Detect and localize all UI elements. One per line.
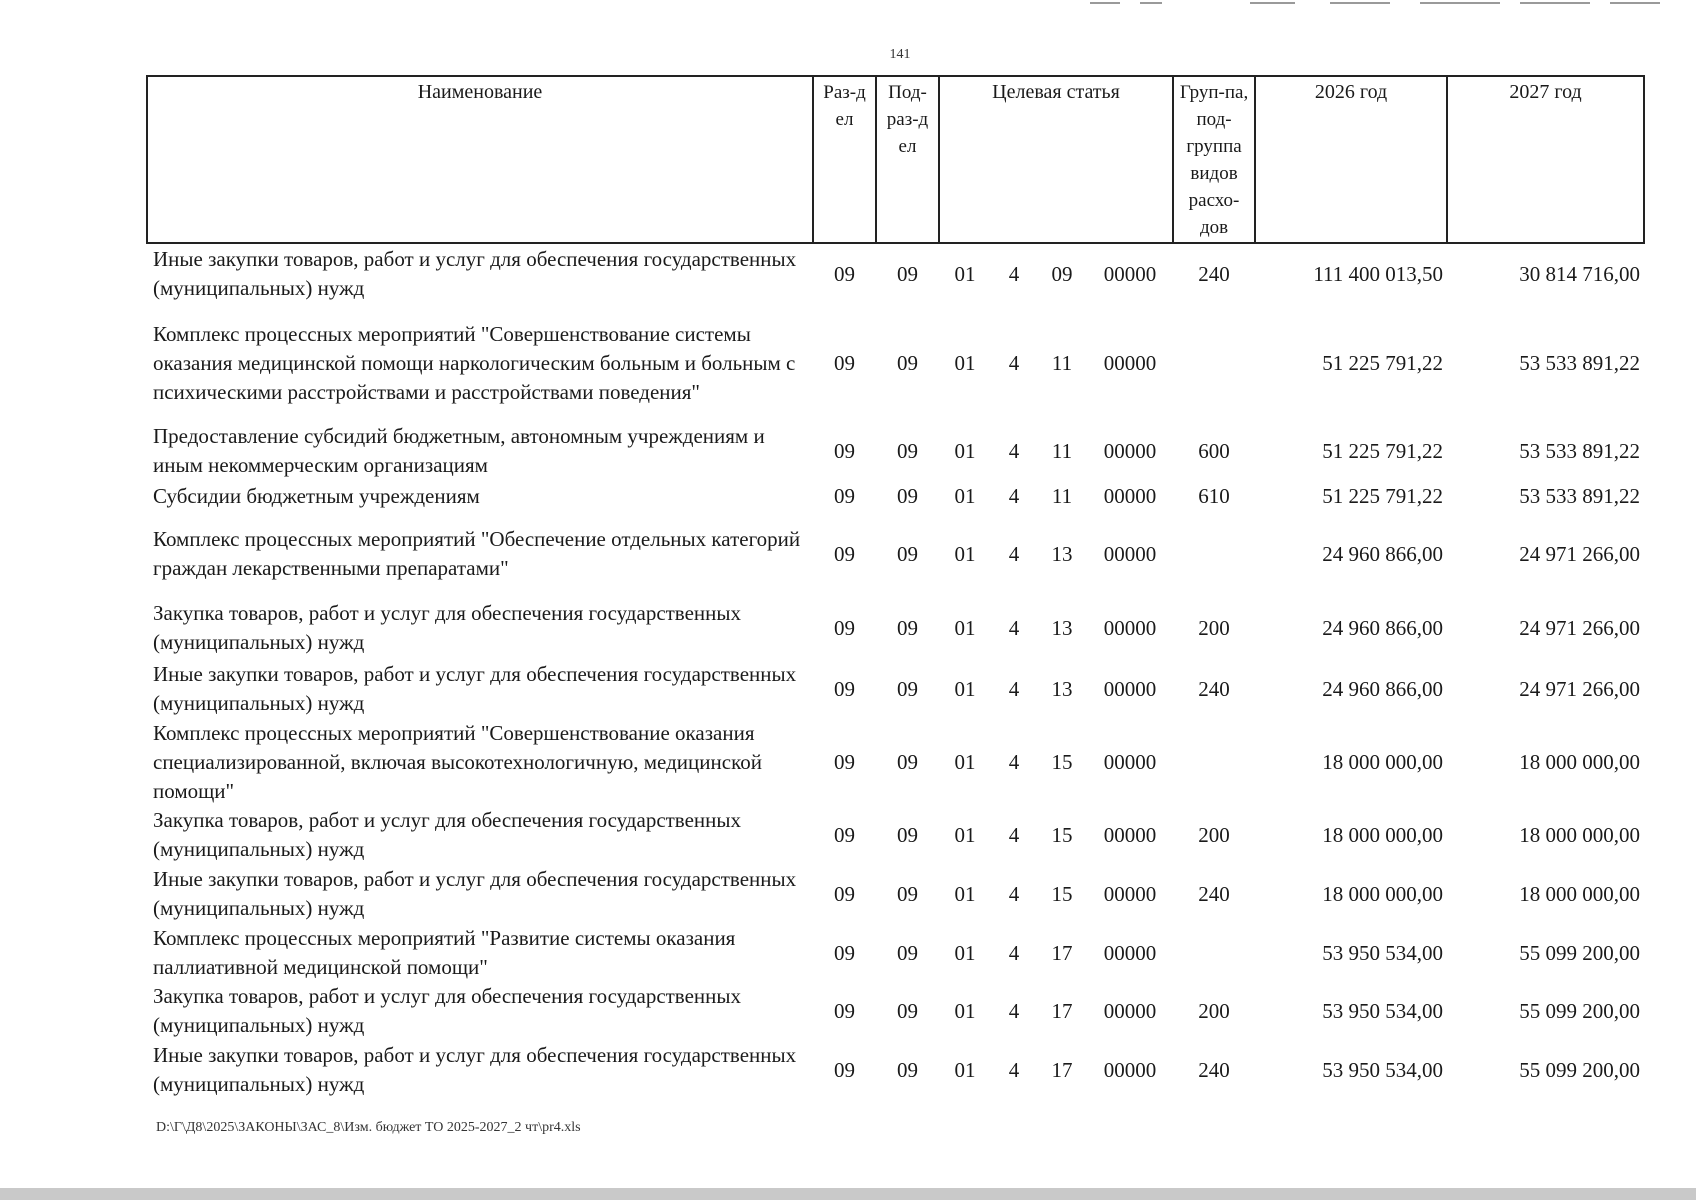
row-target-direction: 00000 <box>1103 822 1157 847</box>
row-target-type: 4 <box>1008 1057 1020 1082</box>
row-amount-2026: 111 400 013,50 <box>1313 261 1444 286</box>
row-target-program: 01 <box>954 541 976 566</box>
row-section: 09 <box>834 1057 855 1082</box>
row-target-type: 4 <box>1008 822 1020 847</box>
row-name: Комплекс процессных мероприятий "Совершенствование системы оказания медицинской помощи наркологическим больным и больным с психическими расстройствами и расстройствами поведения" <box>153 321 796 404</box>
row-section: 09 <box>834 822 855 847</box>
table-row <box>147 1040 1644 1100</box>
row-target-direction: 00000 <box>1103 541 1157 566</box>
row-target-complex: 17 <box>1051 998 1073 1023</box>
row-name: Предоставление субсидий бюджетным, автономным учреждениям и иным некоммерческим организациям <box>153 424 765 477</box>
table-row <box>147 304 1644 422</box>
row-target-program: 01 <box>954 881 976 906</box>
row-amount-2027: 55 099 200,00 <box>1519 940 1641 965</box>
table-row <box>147 806 1644 864</box>
row-expense-group: 240 <box>1198 1057 1230 1082</box>
row-expense-group: 240 <box>1198 881 1230 906</box>
row-name: Иные закупки товаров, работ и услуг для обеспечения государственных (муниципальных) нужд <box>153 247 797 300</box>
row-name: Иные закупки товаров, работ и услуг для обеспечения государственных (муниципальных) нужд <box>153 1043 797 1096</box>
row-target-complex: 13 <box>1051 676 1073 701</box>
row-section: 09 <box>834 998 855 1023</box>
row-amount-2026: 53 950 534,00 <box>1322 940 1444 965</box>
row-target-direction: 00000 <box>1103 615 1157 640</box>
row-target-complex: 11 <box>1051 438 1073 463</box>
row-amount-2027: 53 533 891,22 <box>1519 438 1641 463</box>
row-amount-2026: 18 000 000,00 <box>1322 881 1444 906</box>
row-expense-group <box>1173 718 1255 806</box>
row-subsection: 09 <box>897 881 918 906</box>
row-target-direction: 00000 <box>1103 261 1157 286</box>
row-section: 09 <box>834 350 855 375</box>
row-amount-2027: 18 000 000,00 <box>1519 822 1641 847</box>
row-target-program: 01 <box>954 483 976 508</box>
row-subsection: 09 <box>897 438 918 463</box>
row-name: Закупка товаров, работ и услуг для обеспечения государственных (муниципальных) нужд <box>153 601 742 654</box>
header-section-label: Раз-дел <box>823 82 866 130</box>
row-target-program: 01 <box>954 438 976 463</box>
table-row <box>147 596 1644 660</box>
row-target-type: 4 <box>1008 541 1020 566</box>
row-target-type: 4 <box>1008 615 1020 640</box>
row-name: Комплекс процессных мероприятий "Развитие системы оказания паллиативной медицинской помощи" <box>153 926 736 979</box>
page-number: 141 <box>889 47 911 62</box>
footer-file-path: D:\Г\Д8\2025\ЗАКОНЫ\ЗАС_8\Изм. бюджет ТО 2025-2027_2 чт\pr4.xls <box>156 1120 581 1135</box>
row-target-program: 01 <box>954 822 976 847</box>
row-name: Закупка товаров, работ и услуг для обеспечения государственных (муниципальных) нужд <box>153 984 742 1037</box>
row-amount-2027: 24 971 266,00 <box>1519 676 1641 701</box>
row-expense-group <box>1173 304 1255 422</box>
row-target-direction: 00000 <box>1103 1057 1157 1082</box>
row-target-type: 4 <box>1008 261 1020 286</box>
row-amount-2027: 53 533 891,22 <box>1519 483 1641 508</box>
row-target-complex: 09 <box>1051 261 1073 286</box>
row-amount-2026: 24 960 866,00 <box>1322 676 1444 701</box>
row-section: 09 <box>834 261 855 286</box>
row-amount-2027: 18 000 000,00 <box>1519 749 1641 774</box>
row-target-direction: 00000 <box>1103 881 1157 906</box>
row-name: Комплекс процессных мероприятий "Совершенствование оказания специализированной, включая высокотехнологичную, медицинской помощи" <box>153 720 762 803</box>
row-target-type: 4 <box>1008 881 1020 906</box>
row-subsection: 09 <box>897 940 918 965</box>
header-subsection <box>876 76 939 243</box>
row-expense-group <box>1173 512 1255 596</box>
table-row <box>147 422 1644 480</box>
row-subsection: 09 <box>897 261 918 286</box>
row-target-program: 01 <box>954 350 976 375</box>
row-target-direction: 00000 <box>1103 998 1157 1023</box>
row-target-type: 4 <box>1008 483 1020 508</box>
row-expense-group: 240 <box>1198 261 1230 286</box>
row-amount-2026: 18 000 000,00 <box>1322 749 1444 774</box>
row-target-complex: 13 <box>1051 615 1073 640</box>
row-expense-group: 200 <box>1198 998 1230 1023</box>
row-target-type: 4 <box>1008 676 1020 701</box>
row-section: 09 <box>834 615 855 640</box>
header-section <box>813 76 876 243</box>
row-section: 09 <box>834 676 855 701</box>
row-subsection: 09 <box>897 749 918 774</box>
row-target-type: 4 <box>1008 940 1020 965</box>
row-target-type: 4 <box>1008 438 1020 463</box>
row-amount-2026: 51 225 791,22 <box>1322 438 1444 463</box>
row-section: 09 <box>834 881 855 906</box>
header-expense-group-label: Груп-па, под-группа видов расхо-дов <box>1179 82 1249 238</box>
table-row <box>147 982 1644 1040</box>
row-name: Комплекс процессных мероприятий "Обеспечение отдельных категорий граждан лекарственными препаратами" <box>153 527 801 580</box>
row-amount-2027: 18 000 000,00 <box>1519 881 1641 906</box>
row-expense-group: 240 <box>1198 676 1230 701</box>
table-row <box>147 660 1644 718</box>
row-section: 09 <box>834 438 855 463</box>
row-section: 09 <box>834 483 855 508</box>
row-target-complex: 13 <box>1051 541 1073 566</box>
header-name: Наименование <box>147 76 813 243</box>
table-header-row <box>147 76 1644 243</box>
row-section: 09 <box>834 749 855 774</box>
row-target-complex: 11 <box>1051 483 1073 508</box>
table-row <box>147 480 1644 512</box>
row-subsection: 09 <box>897 483 918 508</box>
row-target-direction: 00000 <box>1103 350 1157 375</box>
row-subsection: 09 <box>897 615 918 640</box>
row-target-complex: 15 <box>1051 881 1073 906</box>
row-amount-2027: 24 971 266,00 <box>1519 615 1641 640</box>
row-amount-2026: 24 960 866,00 <box>1322 615 1444 640</box>
table-row <box>147 512 1644 596</box>
row-expense-group <box>1173 924 1255 982</box>
row-target-program: 01 <box>954 261 976 286</box>
row-target-direction: 00000 <box>1103 483 1157 508</box>
row-amount-2026: 51 225 791,22 <box>1322 350 1444 375</box>
row-expense-group: 200 <box>1198 822 1230 847</box>
row-amount-2026: 18 000 000,00 <box>1322 822 1444 847</box>
row-target-program: 01 <box>954 749 976 774</box>
row-target-complex: 11 <box>1051 350 1073 375</box>
scan-artifact-marks <box>1080 0 1680 6</box>
row-subsection: 09 <box>897 998 918 1023</box>
budget-table <box>146 75 1645 1100</box>
row-subsection: 09 <box>897 676 918 701</box>
row-name: Субсидии бюджетным учреждениям <box>153 483 480 508</box>
table-row <box>147 718 1644 806</box>
row-amount-2027: 24 971 266,00 <box>1519 541 1641 566</box>
table-row <box>147 243 1644 304</box>
row-expense-group: 610 <box>1198 483 1230 508</box>
row-subsection: 09 <box>897 541 918 566</box>
row-target-program: 01 <box>954 676 976 701</box>
row-section: 09 <box>834 940 855 965</box>
table-row <box>147 924 1644 982</box>
row-target-program: 01 <box>954 998 976 1023</box>
row-target-direction: 00000 <box>1103 438 1157 463</box>
row-name: Закупка товаров, работ и услуг для обеспечения государственных (муниципальных) нужд <box>153 808 742 861</box>
row-name: Иные закупки товаров, работ и услуг для обеспечения государственных (муниципальных) нужд <box>153 867 797 920</box>
row-target-complex: 15 <box>1051 822 1073 847</box>
row-target-direction: 00000 <box>1103 940 1157 965</box>
header-year-2027: 2027 год <box>1447 76 1644 243</box>
row-target-program: 01 <box>954 1057 976 1082</box>
table-row <box>147 864 1644 924</box>
row-target-complex: 17 <box>1051 940 1073 965</box>
row-amount-2026: 51 225 791,22 <box>1322 483 1444 508</box>
row-amount-2026: 53 950 534,00 <box>1322 998 1444 1023</box>
row-amount-2027: 30 814 716,00 <box>1519 261 1641 286</box>
row-subsection: 09 <box>897 822 918 847</box>
row-target-direction: 00000 <box>1103 749 1157 774</box>
row-section: 09 <box>834 541 855 566</box>
scan-bottom-edge <box>0 1188 1696 1200</box>
row-expense-group: 600 <box>1198 438 1230 463</box>
row-target-program: 01 <box>954 615 976 640</box>
row-target-type: 4 <box>1008 749 1020 774</box>
header-year-2026: 2026 год <box>1255 76 1447 243</box>
row-amount-2027: 55 099 200,00 <box>1519 1057 1641 1082</box>
row-expense-group: 200 <box>1198 615 1230 640</box>
row-target-complex: 15 <box>1051 749 1073 774</box>
row-amount-2027: 53 533 891,22 <box>1519 350 1641 375</box>
row-target-direction: 00000 <box>1103 676 1157 701</box>
row-amount-2026: 24 960 866,00 <box>1322 541 1444 566</box>
row-target-type: 4 <box>1008 350 1020 375</box>
row-target-type: 4 <box>1008 998 1020 1023</box>
row-name: Иные закупки товаров, работ и услуг для обеспечения государственных (муниципальных) нужд <box>153 662 797 715</box>
row-target-program: 01 <box>954 940 976 965</box>
row-subsection: 09 <box>897 1057 918 1082</box>
row-amount-2027: 55 099 200,00 <box>1519 998 1641 1023</box>
row-subsection: 09 <box>897 350 918 375</box>
header-subsection-label: Под-раз-дел <box>886 82 929 157</box>
row-target-complex: 17 <box>1051 1057 1073 1082</box>
header-target-article: Целевая статья <box>939 76 1173 243</box>
header-expense-group <box>1173 76 1255 243</box>
row-amount-2026: 53 950 534,00 <box>1322 1057 1444 1082</box>
